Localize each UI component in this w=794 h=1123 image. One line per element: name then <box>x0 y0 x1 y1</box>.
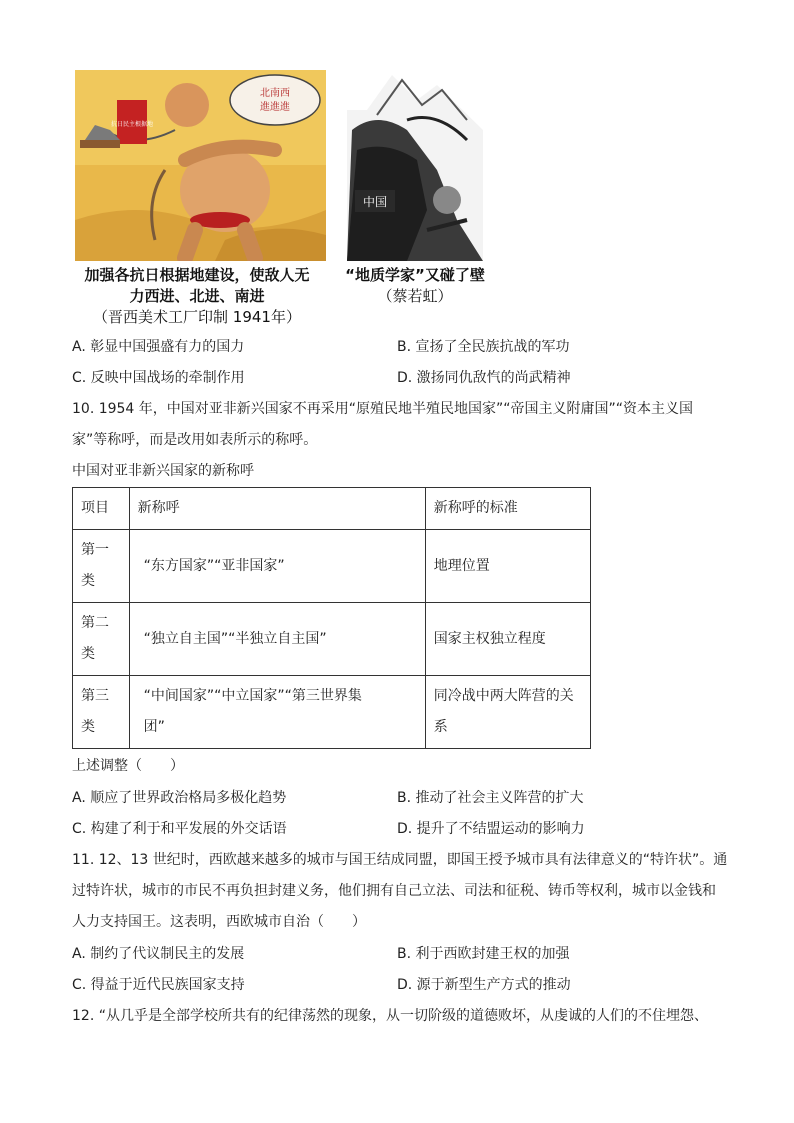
table-row <box>73 603 591 676</box>
right-caption-line-1: “地质学家”又碰了壁 <box>345 266 485 284</box>
q11-stem-line-1: 11. 12、13 世纪时，西欧越来越多的城市与国王结成同盟，即国王授予城市具有法律意义的“特许状”。通 <box>72 852 728 868</box>
q11-option-b[interactable]: B. 利于西欧封建王权的加强 <box>397 946 570 962</box>
q9-option-d[interactable]: D. 激扬同仇敌忾的尚武精神 <box>397 370 571 386</box>
left-caption-line-3: （晋西美术工厂印制 1941年） <box>93 308 301 326</box>
table-row <box>73 676 591 749</box>
left-caption-line-2: 力西进、北进、南进 <box>129 287 265 305</box>
header-standard: 新称呼的标准 <box>425 488 590 530</box>
row-2-name: “独立自主国”“半独立自主国” <box>129 603 425 676</box>
q10-option-c[interactable]: C. 构建了利于和平发展的外交话语 <box>72 821 287 837</box>
svg-text:進進進: 進進進 <box>260 102 290 113</box>
q11-option-d[interactable]: D. 源于新型生产方式的推动 <box>397 977 571 993</box>
q10-option-b[interactable]: B. 推动了社会主义阵营的扩大 <box>397 790 584 806</box>
q11-option-c[interactable]: C. 得益于近代民族国家支持 <box>72 977 245 993</box>
svg-text:北南西: 北南西 <box>260 88 290 99</box>
row-2-standard: 国家主权独立程度 <box>425 603 590 676</box>
q10-stem-line-1: 10. 1954 年，中国对亚非新兴国家不再采用“原殖民地半殖民地国家”“帝国主义附庸国”“资本主义国 <box>72 401 694 417</box>
q12-stem-line-1: 12. “从几乎是全部学校所共有的纪律荡然的现象，从一切阶级的道德败坏，从虔诚的人们的不住埋怨、 <box>72 1008 708 1024</box>
row-3-name: “中间国家”“中立国家”“第三世界集 团” <box>129 676 425 749</box>
q11-stem-line-3: 人力支持国王。这表明，西欧城市自治（ ） <box>72 914 366 930</box>
table-header-row <box>73 488 591 530</box>
q9-option-c[interactable]: C. 反映中国战场的牵制作用 <box>72 370 245 386</box>
q10-option-a[interactable]: A. 顺应了世界政治格局多极化趋势 <box>72 790 287 806</box>
right-image-caption <box>332 265 498 307</box>
left-caption-line-1: 加强各抗日根据地建设，使敌人无 <box>84 266 310 284</box>
header-name: 新称呼 <box>129 488 425 530</box>
anti-japanese-poster-image <box>75 70 326 261</box>
svg-text:中国: 中国 <box>362 195 388 209</box>
geologist-cartoon-image <box>347 70 483 261</box>
table-row <box>73 530 591 603</box>
speech-bubble <box>230 75 320 125</box>
q10-option-d[interactable]: D. 提升了不结盟运动的影响力 <box>397 821 585 837</box>
table-title: 中国对亚非新兴国家的新称呼 <box>72 463 254 479</box>
svg-text:抗日民主根据地: 抗日民主根据地 <box>110 121 154 128</box>
q11-option-a[interactable]: A. 制约了代议制民主的发展 <box>72 946 245 962</box>
row-3-item: 第三 类 <box>73 676 130 749</box>
new-names-table <box>72 487 591 749</box>
q11-stem-line-2: 过特许状，城市的市民不再负担封建义务，他们拥有自己立法、司法和征税、铸币等权利，城市以金钱和 <box>72 883 716 899</box>
row-1-item: 第一 类 <box>73 530 130 603</box>
row-1-name: “东方国家”“亚非国家” <box>129 530 425 603</box>
q9-option-b[interactable]: B. 宣扬了全民族抗战的军功 <box>397 339 570 355</box>
q9-option-a[interactable]: A. 彰显中国强盛有力的国力 <box>72 339 245 355</box>
row-2-item: 第二 类 <box>73 603 130 676</box>
header-item: 项目 <box>73 488 130 530</box>
row-1-standard: 地理位置 <box>425 530 590 603</box>
q10-question: 上述调整（ ） <box>72 758 184 774</box>
q10-stem-line-2: 家”等称呼，而是改用如表所示的称呼。 <box>72 432 318 448</box>
left-image-caption <box>72 265 322 328</box>
right-caption-line-2: （蔡若虹） <box>377 287 453 305</box>
row-3-standard: 同冷战中两大阵营的关 系 <box>425 676 590 749</box>
